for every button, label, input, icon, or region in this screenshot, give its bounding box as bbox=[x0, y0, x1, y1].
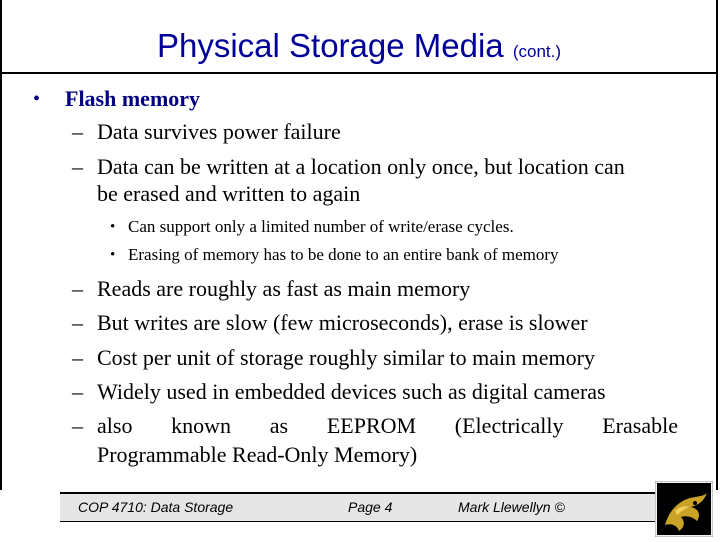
footer-bar bbox=[60, 492, 660, 522]
dash-marker: – bbox=[72, 154, 83, 179]
title-box bbox=[0, 0, 718, 74]
sub-item-embedded: Widely used in embedded devices such as digital cameras bbox=[97, 379, 606, 404]
subsub-item-limited-cycles: Can support only a limited number of write/erase cycles. bbox=[128, 217, 514, 236]
bullet-marker: • bbox=[33, 88, 41, 110]
eeprom-word: Erasable bbox=[602, 413, 678, 438]
eeprom-word: (Electrically bbox=[454, 413, 564, 438]
dash-marker: – bbox=[72, 379, 83, 404]
bullet-marker: • bbox=[110, 219, 116, 235]
eeprom-word: as bbox=[269, 413, 289, 438]
eeprom-word: also bbox=[97, 413, 133, 438]
subsub-item-erase-bank: Erasing of memory has to be done to an entire bank of memory bbox=[128, 245, 559, 264]
dash-marker: – bbox=[72, 276, 83, 301]
sub-item-power-failure: Data survives power failure bbox=[97, 119, 341, 144]
dash-marker: – bbox=[72, 310, 83, 335]
sub-item-eeprom-line1 bbox=[97, 413, 678, 439]
footer-author: Mark Llewellyn © bbox=[458, 499, 565, 515]
sub-item-reads: Reads are roughly as fast as main memory bbox=[97, 276, 471, 301]
dash-marker: – bbox=[72, 119, 83, 144]
sub-item-eeprom-line2: Programmable Read-Only Memory) bbox=[97, 442, 418, 467]
title-suffix: (cont.) bbox=[512, 42, 562, 61]
eeprom-word: known bbox=[171, 413, 232, 438]
slide-title bbox=[2, 26, 716, 72]
sub-item-cost: Cost per unit of storage roughly similar to main memory bbox=[97, 345, 595, 370]
eeprom-word: EEPROM bbox=[326, 413, 417, 438]
footer bbox=[0, 476, 720, 540]
footer-page: Page 4 bbox=[348, 499, 393, 515]
title-text: Physical Storage Media bbox=[156, 27, 504, 64]
bullet-flash-memory: Flash memory bbox=[65, 86, 201, 111]
bullet-marker: • bbox=[110, 247, 116, 263]
dash-marker: – bbox=[72, 345, 83, 370]
sub-item-write-once-line1: Data can be written at a location only once, but location can bbox=[97, 154, 625, 179]
ucf-pegasus-logo-icon bbox=[655, 481, 713, 537]
dash-marker: – bbox=[72, 413, 83, 438]
footer-course: COP 4710: Data Storage bbox=[78, 499, 234, 515]
sub-item-write-once-line2: be erased and written to again bbox=[97, 181, 361, 206]
sub-item-writes: But writes are slow (few microseconds), erase is slower bbox=[97, 310, 588, 335]
